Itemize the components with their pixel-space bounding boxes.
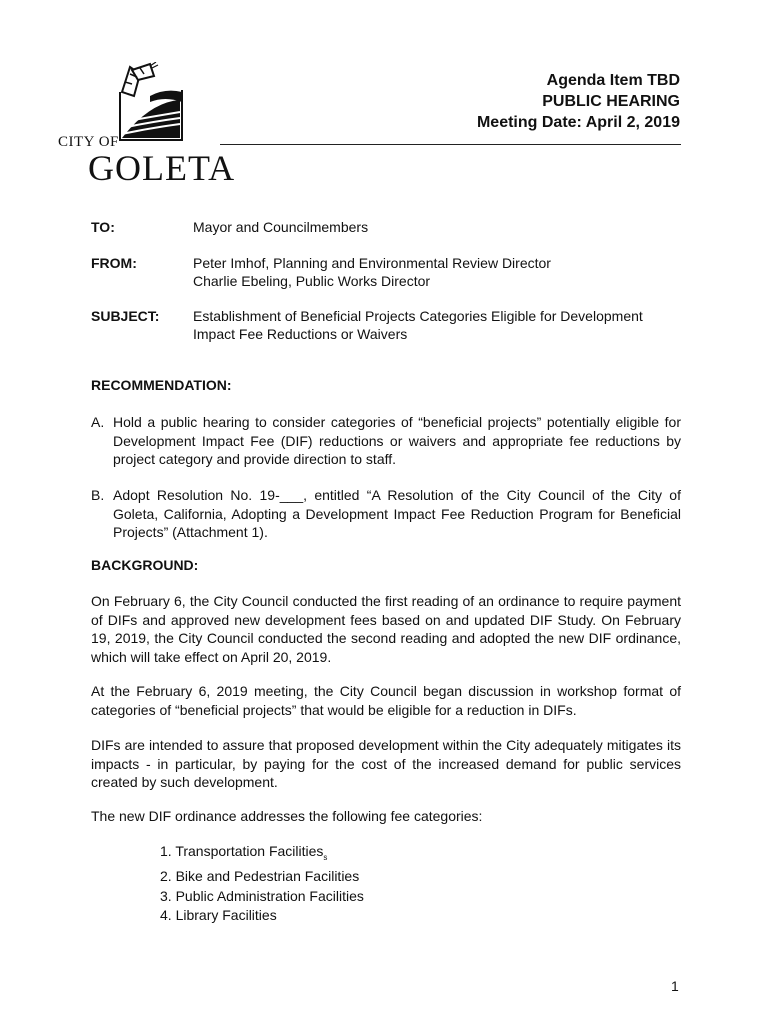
logo-city-of: CITY OF bbox=[58, 134, 119, 150]
list-item: 3. Public Administration Facilities bbox=[160, 887, 364, 904]
background-paragraph: On February 6, the City Council conducted the first reading of an ordinance to require payment of DIFs and approved new development fees based on and updated DIF Study. On February 19, 2019, the City Council conducted the second reading and adopted the new DIF ordinance, which will take effect on April 20, 2019. bbox=[91, 593, 681, 665]
city-logo bbox=[58, 62, 236, 192]
footnote-marker: s bbox=[323, 852, 328, 862]
list-item: 4. Library Facilities bbox=[160, 907, 277, 924]
meeting-date: Meeting Date: April 2, 2019 bbox=[476, 114, 680, 131]
recommendation-heading: RECOMMENDATION: bbox=[91, 377, 232, 393]
recommendation-item bbox=[91, 486, 681, 542]
fee-category-list bbox=[160, 842, 364, 926]
logo-city-name: GOLETA bbox=[88, 148, 236, 188]
item-text: Adopt Resolution No. 19-___, entitled “A Resolution of the City Council of the City of Goleta, California, Adopting a Development Impact Fee Reduction Program for Beneficial Projects” (Attachment 1). bbox=[113, 487, 681, 540]
item-letter: A. bbox=[91, 414, 105, 430]
to-label: TO: bbox=[91, 219, 115, 235]
butterfly-landscape-icon bbox=[110, 62, 190, 142]
from-label: FROM: bbox=[91, 255, 137, 271]
recommendation-item bbox=[91, 413, 681, 469]
from-line: Charlie Ebeling, Public Works Director bbox=[193, 273, 431, 289]
agenda-item: Agenda Item TBD bbox=[546, 72, 680, 89]
background-paragraph: DIFs are intended to assure that proposed development within the City adequately mitigates its impacts - in particular, by paying for the cost of the increased demand for public services created by such development. bbox=[91, 737, 681, 790]
header-divider bbox=[220, 144, 681, 145]
background-paragraph: The new DIF ordinance addresses the following fee categories: bbox=[91, 808, 483, 824]
subject-label: SUBJECT: bbox=[91, 308, 160, 324]
hearing-type: PUBLIC HEARING bbox=[542, 93, 680, 110]
item-letter: B. bbox=[91, 487, 105, 503]
list-item: 2. Bike and Pedestrian Facilities bbox=[160, 868, 360, 885]
subject-value: Establishment of Beneficial Projects Categories Eligible for Development Impact Fee Reductions or Waivers bbox=[193, 308, 643, 342]
from-value bbox=[193, 254, 683, 290]
agenda-header bbox=[477, 70, 680, 133]
background-heading: BACKGROUND: bbox=[91, 557, 199, 573]
background-paragraph: At the February 6, 2019 meeting, the City Council began discussion in workshop format of categories of “beneficial projects” that would be eligible for a reduction in DIFs. bbox=[91, 683, 681, 718]
list-item: 1. Transportation Facilities$_s$ bbox=[160, 843, 328, 862]
from-line: Peter Imhof, Planning and Environmental Review Director bbox=[193, 255, 551, 271]
item-text: Hold a public hearing to consider categories of “beneficial projects” potentially eligible for Development Impact Fee (DIF) reductions or waivers and appropriate fee reductions by project category and provide direction to staff. bbox=[113, 414, 681, 467]
to-value: Mayor and Councilmembers bbox=[193, 219, 369, 235]
page-number: 1 bbox=[671, 978, 679, 994]
